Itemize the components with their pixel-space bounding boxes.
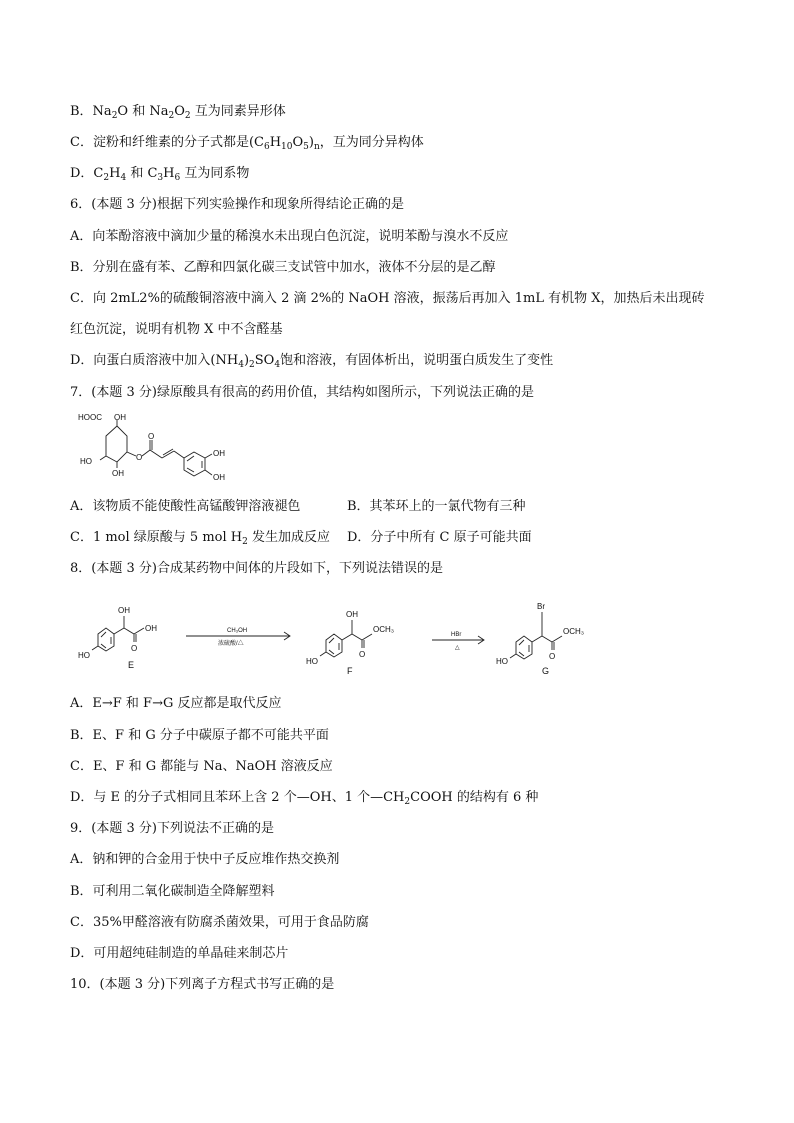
- f-o-label: O: [359, 650, 366, 659]
- arrow2-bottom-condition: △: [455, 645, 460, 651]
- q8-option-b: B．E、F 和 G 分子中碳原子都不可能共平面: [70, 728, 329, 743]
- q6-option-c-line1: C．向 2mL2%的硫酸铜溶液中滴入 2 滴 2%的 NaOH 溶液，振荡后再加入 1mL 有机物 X，加热后未出现砖: [70, 291, 705, 306]
- q7-option-b: B．其苯环上的一氯代物有三种: [347, 499, 526, 514]
- q8-option-c: C．E、F 和 G 都能与 Na、NaOH 溶液反应: [70, 759, 333, 774]
- label-oh-top: OH: [114, 413, 126, 422]
- q6-option-d: D．向蛋白质溶液中加入$(NH_4)_2SO_4$饱和溶液，有固体析出，说明蛋白质发生了变性: [70, 353, 554, 370]
- label-oh-ring2: OH: [213, 473, 225, 482]
- chlorogenic-acid-structure: [70, 406, 260, 490]
- g-och3-label: OCH₃: [563, 627, 585, 636]
- q6-option-c-line2: 红色沉淀，说明有机物 X 中不含醛基: [70, 322, 283, 337]
- synthesis-scheme: [70, 592, 630, 682]
- q5-option-d: D．$C_2H_4$ 和 $C_3H_6$ 互为同系物: [70, 166, 250, 183]
- q7-option-a: A．该物质不能使酸性高锰酸钾溶液褪色: [70, 499, 301, 514]
- g-o-label: O: [549, 652, 556, 661]
- f-och3-label: OCH₃: [373, 625, 395, 634]
- q8-stem: 8．(本题 3 分)合成某药物中间体的片段如下，下列说法错误的是: [70, 561, 443, 576]
- q6-option-a: A．向苯酚溶液中滴加少量的稀溴水未出现白色沉淀，说明苯酚与溴水不反应: [70, 229, 509, 244]
- e-oh-acid-label: OH: [145, 624, 157, 633]
- e-o-label: O: [131, 644, 138, 653]
- compound-e-label: E: [128, 660, 135, 670]
- q9-stem: 9．(本题 3 分)下列说法不正确的是: [70, 821, 274, 836]
- q8-option-d: D．与 E 的分子式相同且苯环上含 2 个—OH、1 个$—CH_2COOH$ 的结构有 6 种: [70, 790, 539, 807]
- g-ho-label: HO: [496, 657, 508, 666]
- arrow1-top-condition: CH₃OH: [227, 628, 248, 634]
- q9-option-c: C．35%甲醛溶液有防腐杀菌效果，可用于食品防腐: [70, 915, 369, 930]
- f-oh-label: OH: [346, 610, 358, 619]
- e-oh-top-label: OH: [118, 606, 130, 615]
- q10-stem: 10．(本题 3 分)下列离子方程式书写正确的是: [70, 977, 335, 992]
- e-ho-label: HO: [78, 651, 90, 660]
- q6-stem: 6．(本题 3 分)根据下列实验操作和现象所得结论正确的是: [70, 197, 404, 212]
- label-oh-bottom: OH: [112, 469, 124, 478]
- label-o-carbonyl: O: [148, 432, 155, 441]
- q7-stem: 7．(本题 3 分)绿原酸具有很高的药用价值，其结构如图所示，下列说法正确的是: [70, 385, 534, 400]
- arrow1-bottom-condition: 浓硫酸/△: [218, 641, 244, 647]
- arrow2-top-condition: HBr: [451, 632, 462, 638]
- q5-option-c: C．淀粉和纤维素的分子式都是$(C_6H_{10}O_5)_n$，互为同分异构体: [70, 135, 424, 152]
- label-oh-ring1: OH: [213, 449, 225, 458]
- compound-f-label: F: [347, 666, 353, 676]
- f-ho-label: HO: [306, 657, 318, 666]
- label-o-ester: O: [136, 453, 143, 462]
- label-hooc: HOOC: [78, 413, 102, 422]
- g-br-label: Br: [537, 602, 545, 611]
- label-ho-left: HO: [80, 457, 92, 466]
- q7-option-d: D．分子中所有 C 原子可能共面: [347, 530, 532, 545]
- q7-option-c: C．1 mol 绿原酸与 5 mol $H_2$ 发生加成反应: [70, 530, 330, 547]
- q9-option-d: D．可用超纯硅制造的单晶硅来制芯片: [70, 946, 289, 961]
- q6-option-b: B．分别在盛有苯、乙醇和四氯化碳三支试管中加水，液体不分层的是乙醇: [70, 260, 496, 275]
- q9-option-a: A．钠和钾的合金用于快中子反应堆作热交换剂: [70, 852, 340, 867]
- q8-option-a: A．E→F 和 F→G 反应都是取代反应: [70, 696, 282, 711]
- compound-g-label: G: [542, 666, 550, 676]
- q9-option-b: B．可利用二氧化碳制造全降解塑料: [70, 884, 275, 899]
- q5-option-b: B．$Na_2O$ 和 $Na_2O_2$ 互为同素异形体: [70, 104, 286, 121]
